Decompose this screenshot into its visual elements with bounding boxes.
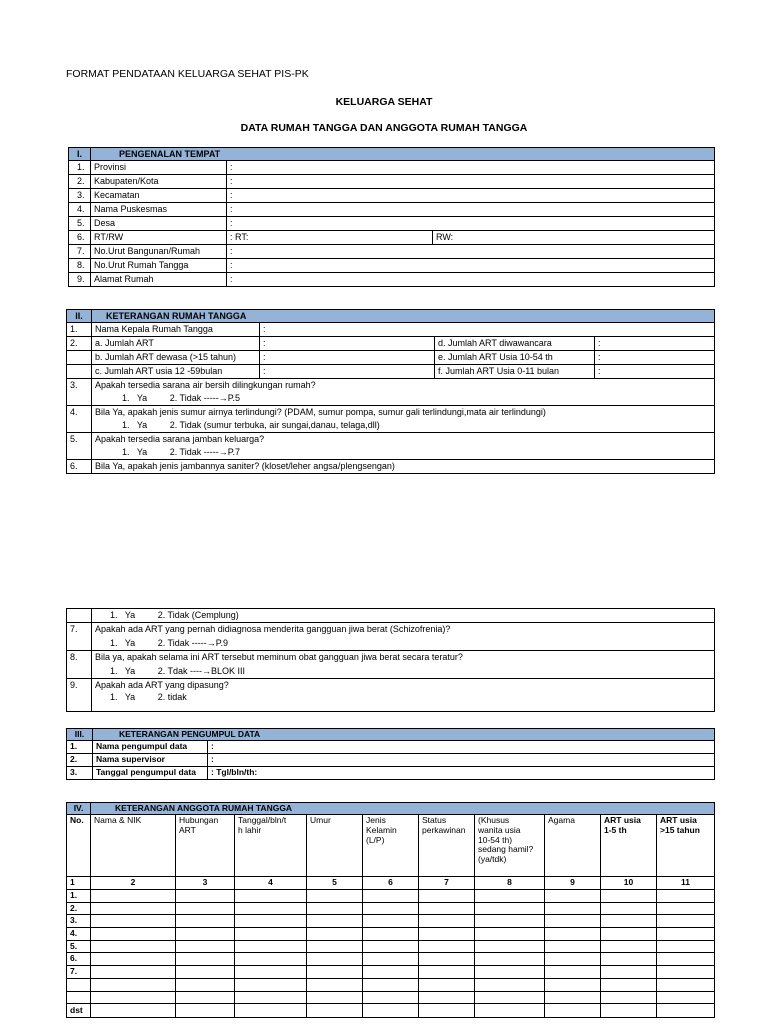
table-row — [67, 978, 715, 991]
column-header: ART usia 1-5 th — [601, 815, 657, 877]
field-value[interactable]: : — [595, 365, 715, 379]
section-3-number: III. — [67, 729, 93, 741]
field-value[interactable]: : — [227, 175, 715, 189]
field-label: Nama Kepala Rumah Tangga — [92, 323, 260, 337]
field-label: Nama Puskesmas — [91, 203, 227, 217]
field-label: Alamat Rumah — [91, 273, 227, 287]
column-number: 4 — [235, 877, 307, 890]
answer-row — [67, 692, 715, 712]
answer-options[interactable]: 1. Ya 2. Tidak -----→P.9 — [92, 636, 715, 651]
column-number: 11 — [657, 877, 715, 890]
format-title: FORMAT PENDATAAN KELUARGA SEHAT PIS-PK — [66, 68, 309, 80]
row-number: 1. — [67, 741, 93, 754]
field-value[interactable]: : — [227, 189, 715, 203]
section-3-header — [67, 729, 715, 741]
rw-field[interactable]: RW: — [433, 231, 715, 245]
answer-options[interactable]: 1. Ya 2. Tidak (sumur terbuka, air sungai,danau, telaga,dll) — [92, 419, 715, 433]
answer-options[interactable]: 1. Ya 2. Tidak -----→P.7 — [92, 446, 715, 460]
row-number: 1. — [67, 890, 91, 903]
column-header: Nama & NIK — [91, 815, 176, 877]
row-number: 1. — [67, 323, 92, 337]
column-header: ART usia >15 tahun — [657, 815, 715, 877]
question-text: Apakah ada ART yang dipasung? — [92, 679, 715, 692]
question-text: Bila ya, apakah selama ini ART tersebut meminum obat gangguan jiwa berat secara teratur? — [92, 651, 715, 664]
table-row — [67, 323, 715, 337]
table-row — [67, 365, 715, 379]
question-number: 4. — [67, 406, 92, 419]
field-value[interactable]: : — [227, 217, 715, 231]
question-text: Apakah tersedia sarana air bersih dilingkungan rumah? — [92, 379, 715, 392]
field-value[interactable]: : — [260, 365, 435, 379]
section-4-number: IV. — [67, 803, 91, 815]
row-number: 9. — [69, 273, 91, 287]
question-number: 6. — [67, 460, 92, 474]
row-number: 5. — [67, 940, 91, 953]
section-1-table — [68, 147, 715, 287]
row-number: 3. — [69, 189, 91, 203]
table-row — [67, 1004, 715, 1018]
column-header-row — [67, 815, 715, 877]
field-label: Tanggal pengumpul data — [93, 767, 208, 780]
row-number: 1. — [69, 161, 91, 175]
field-label: Provinsi — [91, 161, 227, 175]
table-row — [67, 351, 715, 365]
field-value[interactable]: : — [595, 337, 715, 351]
column-number: 6 — [363, 877, 419, 890]
question-number: 7. — [67, 623, 92, 636]
table-row — [67, 991, 715, 1004]
section-4-title: KETERANGAN ANGGOTA RUMAH TANGGA — [91, 803, 715, 815]
section-2-header — [67, 310, 715, 323]
question-number: 5. — [67, 433, 92, 446]
column-header: Hubungan ART — [176, 815, 235, 877]
document-title: KELUARGA SEHAT — [335, 96, 433, 108]
question-text: Bila Ya, apakah jenis sumur airnya terlindungi? (PDAM, sumur pompa, sumur gali terlindungi,mata air terlindungi) — [92, 406, 715, 419]
question-row — [67, 679, 715, 692]
column-number: 3 — [176, 877, 235, 890]
question-row — [67, 623, 715, 636]
field-label: e. Jumlah ART Usia 10-54 th — [435, 351, 595, 365]
collector-name-field[interactable]: : — [208, 741, 715, 754]
field-value[interactable]: : — [227, 203, 715, 217]
field-label: Kabupaten/Kota — [91, 175, 227, 189]
row-number: 8. — [69, 259, 91, 273]
row-number: 3. — [67, 767, 93, 780]
head-of-household-field[interactable]: : — [260, 323, 715, 337]
table-row — [69, 231, 715, 245]
column-header: Status perkawinan — [419, 815, 475, 877]
section-1-number: I. — [69, 148, 91, 161]
column-number: 2 — [91, 877, 176, 890]
section-1-title: PENGENALAN TEMPAT — [91, 148, 715, 161]
field-label: RT/RW — [91, 231, 227, 245]
row-number: dst — [67, 1004, 91, 1018]
field-label: b. Jumlah ART dewasa (>15 tahun) — [92, 351, 260, 365]
column-header: (Khusus wanita usia 10-54 th) sedang hamil? (ya/tdk) — [475, 815, 545, 877]
question-row — [67, 460, 715, 474]
column-number-row — [67, 877, 715, 890]
section-4-table — [66, 802, 715, 1018]
table-row — [67, 890, 715, 903]
section-2-number: II. — [67, 310, 92, 323]
column-number: 10 — [601, 877, 657, 890]
question-number: 3. — [67, 379, 92, 392]
table-row — [67, 915, 715, 928]
row-number: 2. — [67, 337, 92, 351]
row-number: 3. — [67, 915, 91, 928]
column-number: 7 — [419, 877, 475, 890]
column-header: Tanggal/bln/t h lahir — [235, 815, 307, 877]
row-number — [67, 978, 91, 991]
answer-row — [67, 609, 715, 623]
row-number: 7. — [69, 245, 91, 259]
table-row — [69, 245, 715, 259]
row-number: 4. — [69, 203, 91, 217]
column-header: Jenis Kelamin (L/P) — [363, 815, 419, 877]
section-2-title: KETERANGAN RUMAH TANGGA — [92, 310, 715, 323]
section-3-table — [66, 728, 715, 780]
table-row — [69, 259, 715, 273]
question-row — [67, 379, 715, 392]
field-label: c. Jumlah ART usia 12 -59bulan — [92, 365, 260, 379]
answer-options[interactable]: 1. Ya 2. Tidak (Cemplung) — [92, 609, 715, 623]
field-label: Kecamatan — [91, 189, 227, 203]
field-value[interactable]: : — [227, 259, 715, 273]
row-number: 6. — [67, 953, 91, 966]
table-row — [67, 337, 715, 351]
field-value[interactable]: : — [227, 161, 715, 175]
answer-row — [67, 446, 715, 460]
section-2-continued-table — [66, 608, 715, 712]
row-number: 2. — [67, 902, 91, 915]
table-row — [69, 161, 715, 175]
field-label: Desa — [91, 217, 227, 231]
column-header: Umur — [307, 815, 363, 877]
collection-date-field[interactable]: : Tgl/bln/th: — [208, 767, 715, 780]
field-label: a. Jumlah ART — [92, 337, 260, 351]
answer-row — [67, 392, 715, 406]
row-number — [67, 991, 91, 1004]
question-text: Apakah ada ART yang pernah didiagnosa menderita gangguan jiwa berat (Schizofrenia)? — [92, 623, 715, 636]
field-value[interactable]: : — [260, 351, 435, 365]
question-number: 9. — [67, 679, 92, 692]
section-2-table — [66, 309, 715, 474]
question-row — [67, 651, 715, 664]
field-label: Nama supervisor — [93, 754, 208, 767]
field-label: f. Jumlah ART Usia 0-11 bulan — [435, 365, 595, 379]
document-subtitle: DATA RUMAH TANGGA DAN ANGGOTA RUMAH TANGGA — [240, 122, 528, 134]
row-number: 4. — [67, 928, 91, 941]
field-label: No.Urut Rumah Tangga — [91, 259, 227, 273]
supervisor-field[interactable]: : — [208, 754, 715, 767]
question-row — [67, 433, 715, 446]
table-row — [69, 217, 715, 231]
table-row — [67, 754, 715, 767]
field-label: Nama pengumpul data — [93, 741, 208, 754]
table-row — [67, 940, 715, 953]
column-number: 5 — [307, 877, 363, 890]
table-row — [67, 902, 715, 915]
section-1-header — [69, 148, 715, 161]
section-4-header — [67, 803, 715, 815]
table-row — [69, 273, 715, 287]
table-row — [67, 741, 715, 754]
table-row — [67, 953, 715, 966]
row-number: 6. — [69, 231, 91, 245]
answer-row — [67, 664, 715, 679]
section-3-title: KETERANGAN PENGUMPUL DATA — [93, 729, 715, 741]
question-number: 8. — [67, 651, 92, 664]
row-number: 5. — [69, 217, 91, 231]
rt-field[interactable]: : RT: — [227, 231, 433, 245]
answer-options[interactable]: 1. Ya 2. tidak — [92, 692, 715, 712]
field-value[interactable]: : — [227, 273, 715, 287]
answer-row — [67, 636, 715, 651]
column-number: 9 — [545, 877, 601, 890]
table-row — [69, 203, 715, 217]
row-number: 2. — [67, 754, 93, 767]
column-number: 1 — [67, 877, 91, 890]
question-row — [67, 406, 715, 419]
row-number: 2. — [69, 175, 91, 189]
table-row — [67, 966, 715, 979]
table-row — [67, 767, 715, 780]
question-text: Bila Ya, apakah jenis jambannya saniter? (kloset/leher angsa/plengsengan) — [92, 460, 715, 474]
column-header: No. — [67, 815, 91, 877]
table-row — [67, 928, 715, 941]
field-value[interactable]: : — [595, 351, 715, 365]
column-header: Agama — [545, 815, 601, 877]
field-value[interactable]: : — [260, 337, 435, 351]
field-label: No.Urut Bangunan/Rumah — [91, 245, 227, 259]
answer-options[interactable]: 1. Ya 2. Tdak ----→BLOK III — [92, 664, 715, 679]
table-row — [69, 189, 715, 203]
question-text: Apakah tersedia sarana jamban keluarga? — [92, 433, 715, 446]
answer-row — [67, 419, 715, 433]
column-number: 8 — [475, 877, 545, 890]
row-number: 7. — [67, 966, 91, 979]
answer-options[interactable]: 1. Ya 2. Tidak -----→P.5 — [92, 392, 715, 406]
field-value[interactable]: : — [227, 245, 715, 259]
field-label: d. Jumlah ART diwawancara — [435, 337, 595, 351]
table-row — [69, 175, 715, 189]
